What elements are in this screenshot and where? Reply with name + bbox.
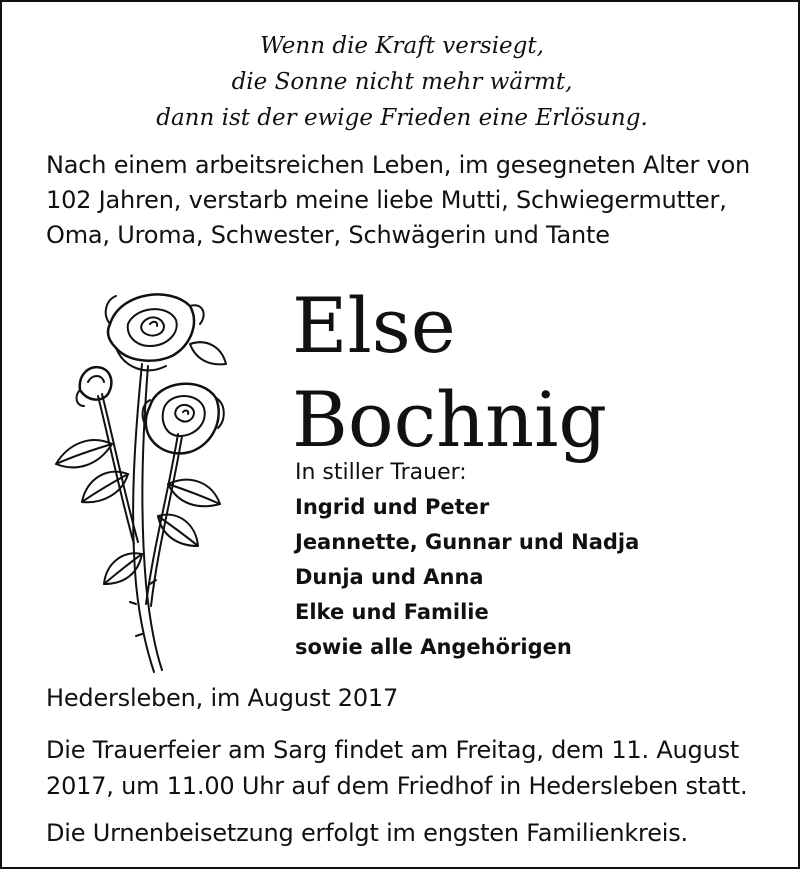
mourner-name: sowie alle Angehörigen: [295, 635, 572, 659]
mourner-name: Ingrid und Peter: [295, 495, 490, 519]
mourner-name: Elke und Familie: [295, 600, 489, 624]
funeral-service-info: [46, 732, 786, 804]
intro-line: 102 Jahren, verstarb meine liebe Mutti, Schwiegermutter,: [46, 186, 727, 214]
intro-text: [46, 148, 776, 253]
deceased-last-name: Bochnig: [292, 375, 608, 464]
poem-line: dann ist der ewige Frieden eine Erlösung.: [156, 105, 648, 131]
mourner-name: Jeannette, Gunnar und Nadja: [295, 530, 640, 554]
service-line: 2017, um 11.00 Uhr auf dem Friedhof in Hedersleben statt.: [46, 772, 748, 800]
place-date: [46, 680, 786, 716]
mourners-label: In stiller Trauer:: [295, 460, 467, 485]
rose-illustration-icon: [50, 284, 230, 676]
poem: [2, 28, 800, 136]
intro-line: Nach einem arbeitsreichen Leben, im gesegneten Alter von: [46, 151, 751, 179]
place-date-text: Hedersleben, im August 2017: [46, 684, 399, 712]
urn-burial-note: [46, 815, 786, 851]
deceased-first-name: Else: [292, 281, 456, 370]
urn-note-text: Die Urnenbeisetzung erfolgt im engsten Familienkreis.: [46, 819, 688, 847]
intro-line: Oma, Uroma, Schwester, Schwägerin und Tante: [46, 221, 610, 249]
mourner-name: Dunja und Anna: [295, 565, 484, 589]
service-line: Die Trauerfeier am Sarg findet am Freitag, dem 11. August: [46, 736, 740, 764]
mourners-block: [295, 455, 639, 665]
poem-line: die Sonne nicht mehr wärmt,: [231, 69, 573, 95]
poem-line: Wenn die Kraft versiegt,: [260, 33, 544, 59]
